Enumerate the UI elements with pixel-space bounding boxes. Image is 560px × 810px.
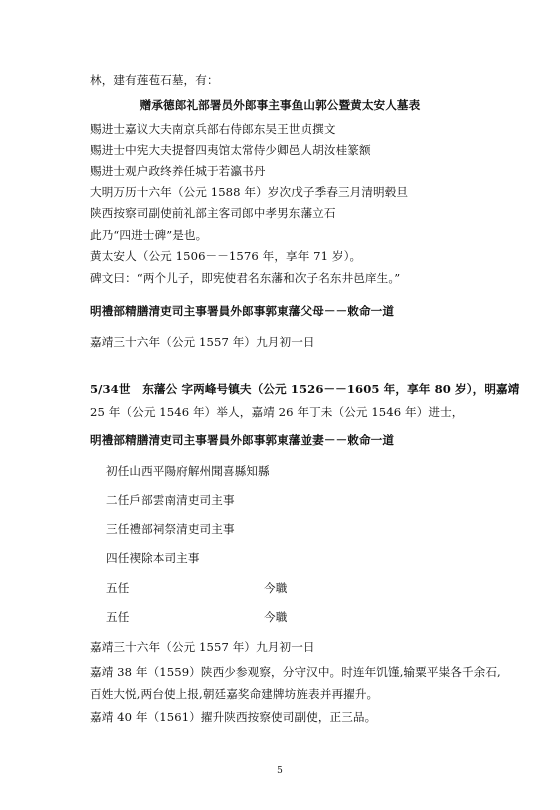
page-number: 5 [277, 766, 283, 776]
office-line: 今職 [264, 581, 288, 595]
text-line: 赐进士嘉议大夫南京兵部右侍郎东吴王世贞撰文 [90, 122, 336, 136]
decree-heading: 明禮部精膳清吏司主事署員外郎事郭東藩父母－－敕命一道 [90, 304, 395, 318]
office-line: 三任禮部祠祭清吏司主事 [106, 522, 235, 536]
text-line: 嘉靖 40 年（1561）擢升陕西按察使司副使，正三品。 [90, 710, 377, 724]
tomb-inscription-title: 赠承德郎礼部署员外郎事主事鱼山郭公暨黄太安人墓表 [139, 98, 421, 112]
office-line: 五任 [106, 581, 130, 595]
text-line: 赐进士观户政终养任城于若瀛书丹 [90, 164, 266, 178]
text-line: 此乃“四进士碑”是也。 [90, 228, 208, 242]
date-line: 嘉靖三十六年（公元 1557 年）九月初一日 [90, 640, 315, 654]
text-line: 碑文曰：“两个儿子，即宪使君名东藩和次子名东井邑庠生。” [90, 271, 401, 285]
text-line: 陕西按察司副使前礼部主客司郎中孝男东藩立石 [90, 206, 336, 220]
text-line: 赐进士中宪大夫提督四夷馆太常侍少卿邑人胡汝桂篆额 [90, 143, 371, 157]
text-line: 林，建有莲苞石墓，有： [90, 73, 219, 87]
text-line: 黄太安人（公元 1506－－1576 年，享年 71 岁）。 [90, 249, 362, 263]
text-line: 嘉靖 38 年（1559）陕西少参观察，分守汉中。时连年饥馑,输粟平粜各千余石, [90, 665, 501, 679]
text-line: 25 年（公元 1546 年）举人，嘉靖 26 年丁未（公元 1546 年）进士， [90, 405, 464, 419]
office-line: 二任戶部雲南清吏司主事 [106, 493, 235, 507]
office-line: 今職 [264, 610, 288, 624]
office-line: 四任禊除本司主事 [106, 551, 200, 565]
office-line: 初任山西平陽府解州聞喜縣知縣 [106, 464, 270, 478]
biography-line: 5/34世 东藩公 字两峰号镇夫（公元 1526－－1605 年，享年 80 岁），明嘉靖 [90, 382, 520, 396]
date-line: 嘉靖三十六年（公元 1557 年）九月初一日 [90, 335, 315, 349]
text-line: 大明万历十六年（公元 1588 年）岁次戊子季春三月清明毂旦 [90, 185, 409, 199]
office-line: 五任 [106, 610, 130, 624]
text-line: 百姓大悦,两台使上报,朝廷嘉奖命建牌坊旌表并再擢升。 [90, 687, 379, 701]
decree-heading: 明禮部精膳清吏司主事署員外郎事郭東藩並妻－－敕命一道 [90, 433, 395, 447]
